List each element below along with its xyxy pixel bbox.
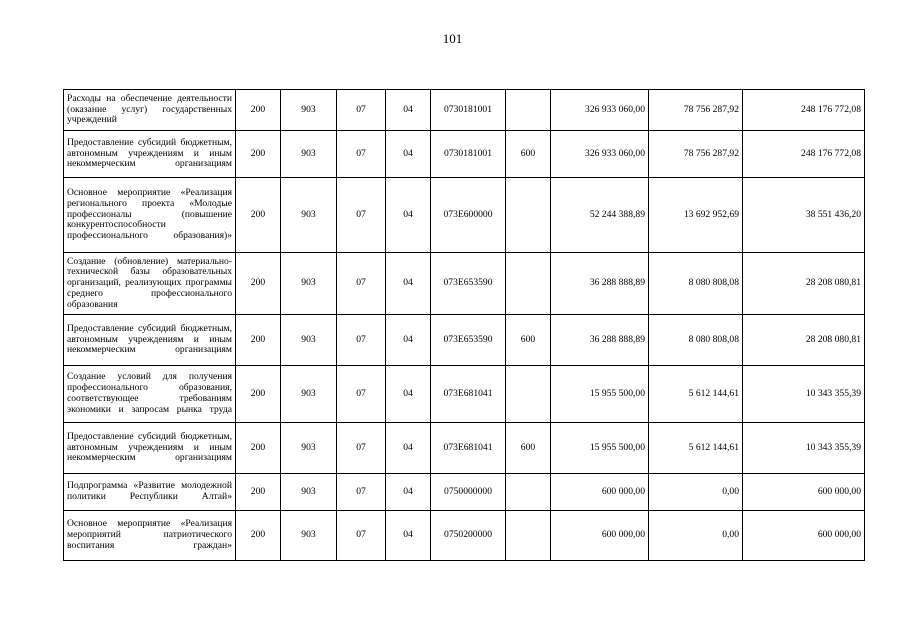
grbs-cell: 200	[236, 178, 281, 253]
sum-executed-cell: 78 756 287,92	[649, 90, 743, 131]
grbs-cell: 200	[236, 253, 281, 315]
grbs-cell: 200	[236, 131, 281, 178]
sum-remainder-cell: 10 343 355,39	[743, 423, 865, 474]
glava-cell: 903	[281, 366, 337, 423]
table-row	[64, 90, 865, 131]
razdel-cell: 07	[337, 474, 386, 511]
sum-plan-cell: 36 288 888,89	[551, 253, 649, 315]
vr-cell	[506, 511, 551, 561]
csr-cell: 0750000000	[431, 474, 506, 511]
vr-cell: 600	[506, 423, 551, 474]
expense-name-cell: Предоставление субсидий бюджетным, автономным учреждениям и иным некоммерческим организациям	[64, 315, 236, 366]
sum-executed-cell: 8 080 808,08	[649, 253, 743, 315]
razdel-cell: 07	[337, 90, 386, 131]
sum-executed-cell: 5 612 144,61	[649, 366, 743, 423]
podrazdel-cell: 04	[386, 178, 431, 253]
csr-cell: 0750200000	[431, 511, 506, 561]
podrazdel-cell: 04	[386, 474, 431, 511]
sum-plan-cell: 36 288 888,89	[551, 315, 649, 366]
sum-remainder-cell: 600 000,00	[743, 511, 865, 561]
sum-plan-cell: 326 933 060,00	[551, 90, 649, 131]
glava-cell: 903	[281, 315, 337, 366]
vr-cell	[506, 474, 551, 511]
glava-cell: 903	[281, 90, 337, 131]
sum-executed-cell: 13 692 952,69	[649, 178, 743, 253]
grbs-cell: 200	[236, 315, 281, 366]
table-row	[64, 474, 865, 511]
vr-cell	[506, 366, 551, 423]
expense-name-cell: Создание (обновление) материально-технической базы образовательных организаций, реализующих программы среднего профессионального образования	[64, 253, 236, 315]
expense-name-cell: Подпрограмма «Развитие молодежной политики Республики Алтай»	[64, 474, 236, 511]
csr-cell: 073E681041	[431, 366, 506, 423]
vr-cell	[506, 253, 551, 315]
sum-remainder-cell: 248 176 772,08	[743, 90, 865, 131]
budget-table	[63, 89, 865, 561]
csr-cell: 073E653590	[431, 315, 506, 366]
grbs-cell: 200	[236, 474, 281, 511]
sum-plan-cell: 52 244 388,89	[551, 178, 649, 253]
podrazdel-cell: 04	[386, 511, 431, 561]
sum-plan-cell: 15 955 500,00	[551, 423, 649, 474]
grbs-cell: 200	[236, 366, 281, 423]
vr-cell: 600	[506, 315, 551, 366]
podrazdel-cell: 04	[386, 366, 431, 423]
podrazdel-cell: 04	[386, 315, 431, 366]
csr-cell: 073E600000	[431, 178, 506, 253]
razdel-cell: 07	[337, 511, 386, 561]
sum-executed-cell: 0,00	[649, 511, 743, 561]
sum-plan-cell: 600 000,00	[551, 511, 649, 561]
sum-plan-cell: 326 933 060,00	[551, 131, 649, 178]
vr-cell	[506, 90, 551, 131]
table-row	[64, 131, 865, 178]
sum-executed-cell: 8 080 808,08	[649, 315, 743, 366]
csr-cell: 073E653590	[431, 253, 506, 315]
vr-cell: 600	[506, 131, 551, 178]
glava-cell: 903	[281, 474, 337, 511]
sum-remainder-cell: 248 176 772,08	[743, 131, 865, 178]
glava-cell: 903	[281, 511, 337, 561]
expense-name-cell: Предоставление субсидий бюджетным, автономным учреждениям и иным некоммерческим организациям	[64, 131, 236, 178]
sum-executed-cell: 78 756 287,92	[649, 131, 743, 178]
glava-cell: 903	[281, 423, 337, 474]
sum-remainder-cell: 10 343 355,39	[743, 366, 865, 423]
razdel-cell: 07	[337, 178, 386, 253]
expense-name-cell: Расходы на обеспечение деятельности (оказание услуг) государственных учреждений	[64, 90, 236, 131]
sum-plan-cell: 600 000,00	[551, 474, 649, 511]
sum-remainder-cell: 38 551 436,20	[743, 178, 865, 253]
glava-cell: 903	[281, 178, 337, 253]
sum-remainder-cell: 28 208 080,81	[743, 315, 865, 366]
grbs-cell: 200	[236, 90, 281, 131]
vr-cell	[506, 178, 551, 253]
csr-cell: 073E681041	[431, 423, 506, 474]
table-row	[64, 253, 865, 315]
sum-executed-cell: 0,00	[649, 474, 743, 511]
razdel-cell: 07	[337, 253, 386, 315]
expense-name-cell: Основное мероприятие «Реализация регионального проекта «Молодые профессионалы (повышение конкурентоспособности профессионального образования)»	[64, 178, 236, 253]
grbs-cell: 200	[236, 511, 281, 561]
sum-remainder-cell: 600 000,00	[743, 474, 865, 511]
csr-cell: 0730181001	[431, 90, 506, 131]
table-row	[64, 178, 865, 253]
expense-name-cell: Предоставление субсидий бюджетным, автономным учреждениям и иным некоммерческим организациям	[64, 423, 236, 474]
podrazdel-cell: 04	[386, 423, 431, 474]
expense-name-cell: Основное мероприятие «Реализация мероприятий патриотического воспитания граждан»	[64, 511, 236, 561]
razdel-cell: 07	[337, 423, 386, 474]
sum-executed-cell: 5 612 144,61	[649, 423, 743, 474]
table-row	[64, 315, 865, 366]
glava-cell: 903	[281, 253, 337, 315]
csr-cell: 0730181001	[431, 131, 506, 178]
expense-name-cell: Создание условий для получения профессионального образования, соответствующее требованиям экономики и запросам рынка труда	[64, 366, 236, 423]
razdel-cell: 07	[337, 366, 386, 423]
glava-cell: 903	[281, 131, 337, 178]
table-row	[64, 511, 865, 561]
podrazdel-cell: 04	[386, 90, 431, 131]
podrazdel-cell: 04	[386, 131, 431, 178]
table-row	[64, 366, 865, 423]
page-number: 101	[442, 31, 463, 46]
razdel-cell: 07	[337, 131, 386, 178]
sum-plan-cell: 15 955 500,00	[551, 366, 649, 423]
grbs-cell: 200	[236, 423, 281, 474]
table-row	[64, 423, 865, 474]
razdel-cell: 07	[337, 315, 386, 366]
sum-remainder-cell: 28 208 080,81	[743, 253, 865, 315]
podrazdel-cell: 04	[386, 253, 431, 315]
